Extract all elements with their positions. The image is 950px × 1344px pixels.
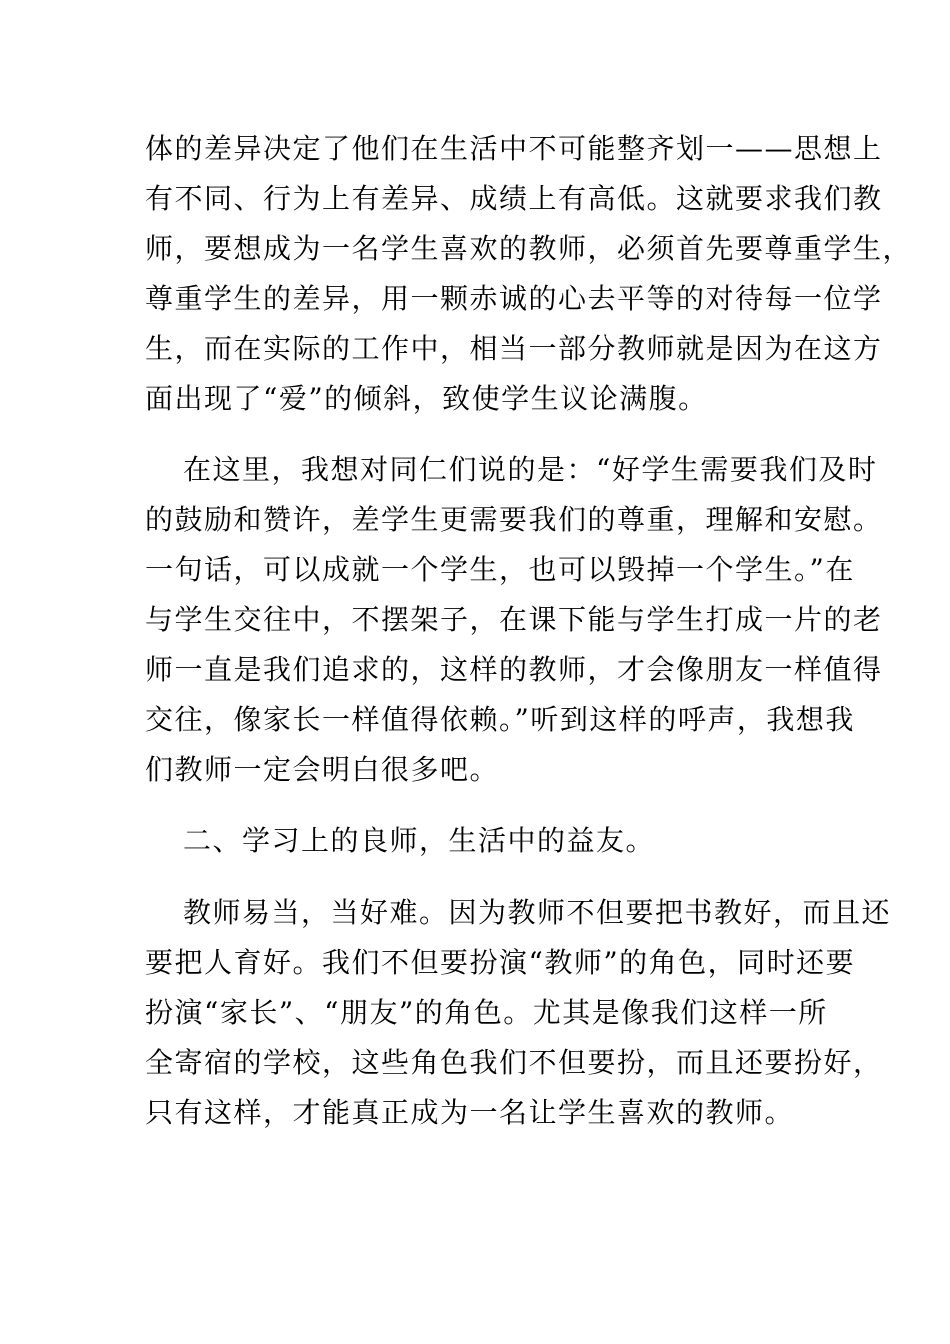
paragraph-2-line-7: 们教师一定会明白很多吧。 (145, 753, 500, 786)
paragraph-2-line-6: 交往，像家长一样值得依赖。”听到这样的呼声，我想我 (145, 703, 855, 736)
paragraph-2-line-5: 师一直是我们追求的，这样的教师，才会像朋友一样值得 (145, 653, 883, 686)
paragraph-2-line-3: 一句话，可以成就一个学生，也可以毁掉一个学生。”在 (145, 553, 855, 586)
paragraph-4-line-1: 教师易当，当好难。因为教师不但要把书教好，而且还 (183, 896, 892, 929)
paragraph-1-line-4: 尊重学生的差异，用一颗赤诚的心去平等的对待每一位学 (145, 282, 883, 315)
section-heading: 二、学习上的良师，生活中的益友。 (183, 824, 656, 857)
paragraph-4-line-2: 要把人育好。我们不但要扮演“教师”的角色，同时还要 (145, 946, 856, 979)
paragraph-2-line-1: 在这里，我想对同仁们说的是：“好学生需要我们及时 (183, 453, 878, 486)
paragraph-1-line-1: 体的差异决定了他们在生活中不可能整齐划一——思想上 (145, 132, 883, 165)
paragraph-2-line-4: 与学生交往中，不摆架子，在课下能与学生打成一片的老 (145, 603, 883, 636)
paragraph-4-line-5: 只有这样，才能真正成为一名让学生喜欢的教师。 (145, 1096, 795, 1129)
paragraph-1-line-2: 有不同、行为上有差异、成绩上有高低。这就要求我们教 (145, 182, 883, 215)
paragraph-1-line-3: 师，要想成为一名学生喜欢的教师，必须首先要尊重学生， (145, 232, 913, 265)
paragraph-1-line-5: 生，而在实际的工作中，相当一部分教师就是因为在这方 (145, 332, 883, 365)
paragraph-1-line-6: 面出现了“爱”的倾斜，致使学生议论满腹。 (145, 382, 708, 415)
paragraph-4-line-4: 全寄宿的学校，这些角色我们不但要扮，而且还要扮好， (145, 1046, 883, 1079)
paragraph-4-line-3: 扮演“家长”、“朋友”的角色。尤其是像我们这样一所 (145, 996, 828, 1029)
paragraph-2-line-2: 的鼓励和赞许，差学生更需要我们的尊重，理解和安慰。 (145, 503, 883, 536)
